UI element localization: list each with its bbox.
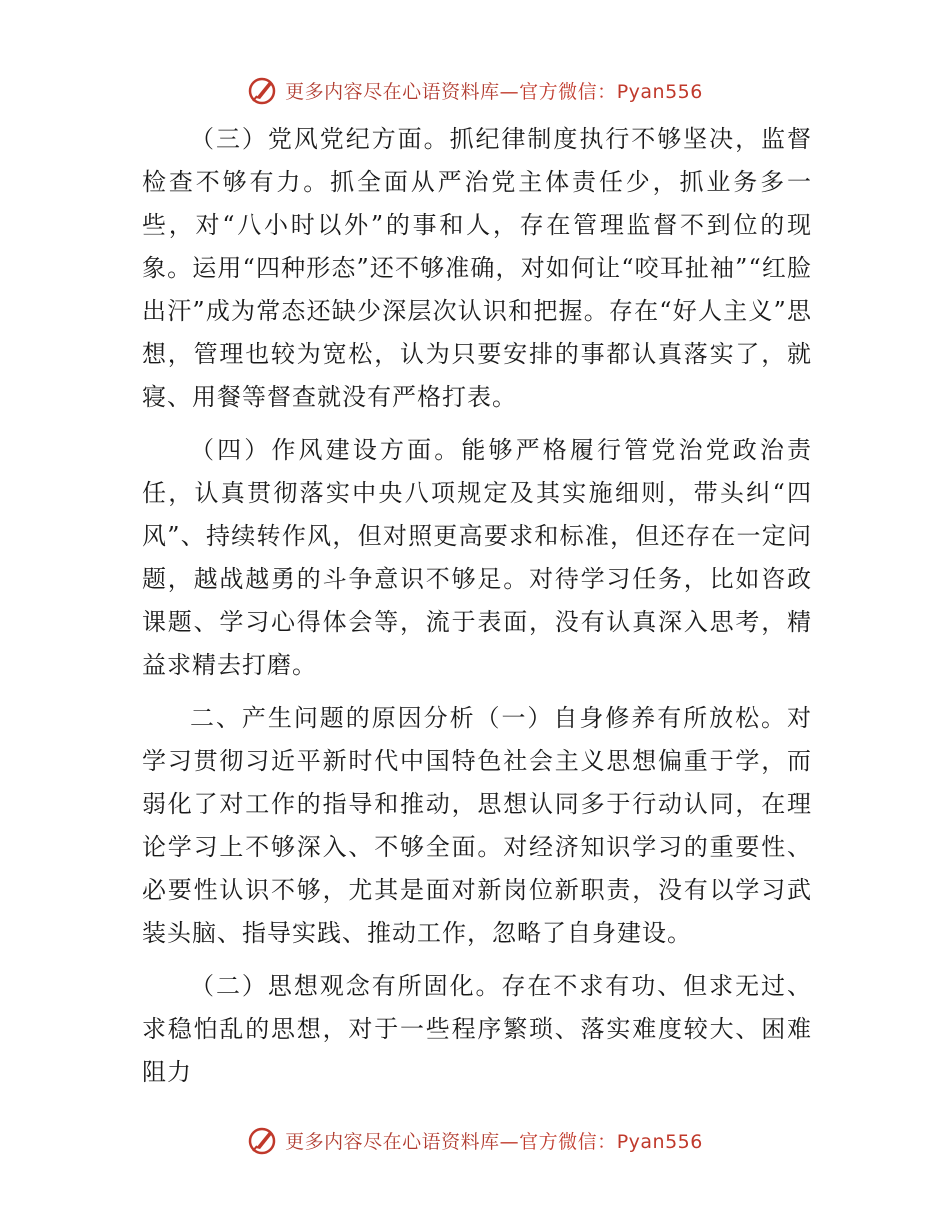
watermark-text [285,77,703,104]
watermark-brand: 更多内容尽在心语资料库 [285,1130,500,1153]
document-body [142,118,812,1104]
watermark-account-label: 官方微信： [519,1130,617,1153]
watermark-account: Pyan556 [616,80,703,103]
watermark-account: Pyan556 [616,1130,703,1153]
paragraph-party-discipline: （三）党风党纪方面。抓纪律制度执行不够坚决，监督检查不够有力。抓全面从严治党主体责任少，抓业务多一些，对“八小时以外”的事和人，存在管理监督不到位的现象。运用“四种形态”还不够准确，对如何让“咬耳扯袖”“红脸出汗”成为常态还缺少深层次认识和把握。存在“好人主义”思想，管理也较为宽松，认为只要安排的事都认真落实了，就寝、用餐等督查就没有严格打表。 [142,125,812,411]
paragraph-cause-analysis: 二、产生问题的原因分析（一）自身修养有所放松。对学习贯彻习近平新时代中国特色社会主义思想偏重于学，而弱化了对工作的指导和推动，思想认同多于行动认同，在理论学习上不够深入、不够全面。对经济知识学习的重要性、必要性认识不够，尤其是面对新岗位新职责，没有以学习武装头脑、指导实践、推动工作，忽略了自身建设。 [142,704,812,947]
watermark-brand: 更多内容尽在心语资料库 [285,80,500,103]
paragraph-mindset: （二）思想观念有所固化。存在不求有功、但求无过、求稳怕乱的思想，对于一些程序繁琐、落实难度较大、困难阻力 [142,972,812,1086]
paragraph-work-style: （四）作风建设方面。能够严格履行管党治党政治责任，认真贯彻落实中央八项规定及其实施细则，带头纠“四风”、持续转作风，但对照更高要求和标准，但还存在一定问题，越战越勇的斗争意识不够足。对待学习任务，比如咨政课题、学习心得体会等，流于表面，没有认真深入思考，精益求精去打磨。 [142,436,812,679]
watermark-account-label: 官方微信： [519,80,617,103]
watermark-separator: — [499,80,520,103]
header-watermark [0,70,950,110]
quill-logo-icon [247,1124,279,1156]
watermark-separator: — [499,1130,520,1153]
footer-watermark [0,1120,950,1160]
watermark-text [285,1127,703,1154]
quill-logo-icon [247,74,279,106]
